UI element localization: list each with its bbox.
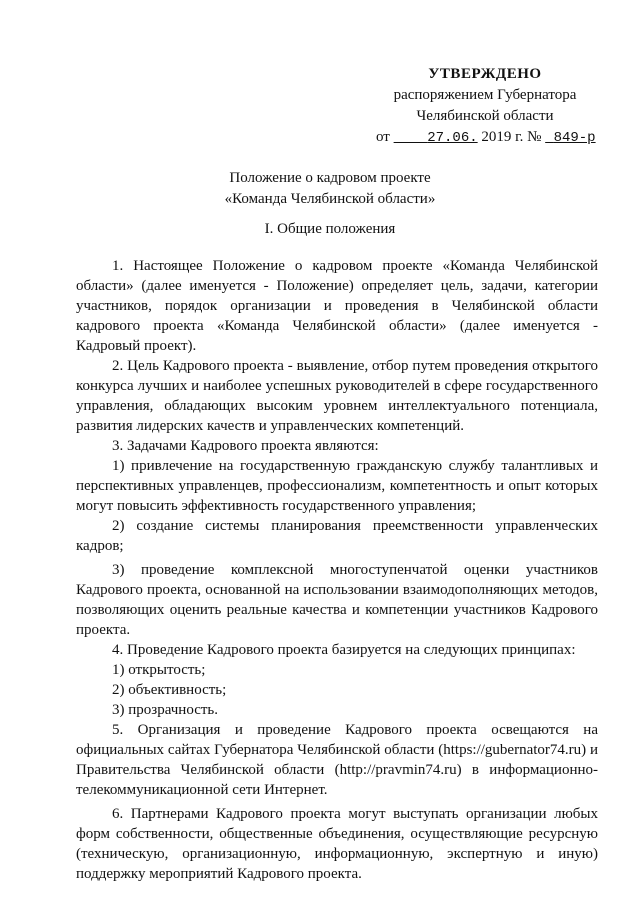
paragraph-1: 1. Настоящее Положение о кадровом проекте «Команда Челябинской области» (далее именуется - Положение) определяет цель, задачи, категории участников, порядок организации и проведения в Челябинской области кадрового проекта «Команда Челябинской области» (далее именуется - Кадровый проект).: [76, 258, 598, 354]
date-prefix: от: [376, 129, 390, 145]
paragraph-5: 5. Организация и проведение Кадрового проекта освещаются на официальных сайтах Губернатора Челябинской области (https://gubernator74.ru) и Правительства Челябинской области (http://pravmin74.ru) в информационно-телекоммуникационной сети Интернет.: [76, 722, 598, 798]
paragraph-6: 6. Партнерами Кадрового проекта могут выступать организации любых форм собственности, общественные объединения, осуществляющие ресурсную (техническую, организационную, информационную, экспертную и иную) поддержку мероприятий Кадрового проекта.: [76, 806, 598, 882]
list-item-4-3: 3) прозрачность.: [112, 702, 219, 718]
year-text: 2019 г. №: [481, 129, 542, 145]
list-item-4-1: 1) открытость;: [112, 662, 206, 678]
list-item-3-1: 1) привлечение на государственную гражданскую службу талантливых и перспективных управленцев, профессионализм, компетентность и опыт которых могут повысить эффективность государственного управления;: [76, 458, 598, 514]
title-line-1: Положение о кадровом проекте: [229, 170, 431, 186]
paragraph-3: 3. Задачами Кадрового проекта являются:: [112, 438, 379, 454]
order-number: 849-р: [553, 130, 596, 146]
date-value: 27.06.: [427, 130, 478, 146]
document-title: [100, 168, 560, 210]
paragraph-2: 2. Цель Кадрового проекта - выявление, отбор путем проведения открытого конкурса лучших и наиболее успешных руководителей в сфере государственного управления, обладающих высоким уровнем интеллектуального потенциала, развития лидерских качеств и управленческих компетенций.: [76, 358, 598, 434]
list-item-3-2: 2) создание системы планирования преемственности управленческих кадров;: [76, 518, 598, 554]
approval-line-1: распоряжением Губернатора: [393, 87, 577, 103]
approval-date-line: [360, 127, 610, 149]
paragraph-4: 4. Проведение Кадрового проекта базируется на следующих принципах:: [112, 642, 576, 658]
document-body: [76, 256, 598, 884]
list-item-4-2: 2) объективность;: [112, 682, 227, 698]
approval-block: [360, 64, 610, 149]
approval-line-2: Челябинской области: [416, 108, 554, 124]
list-item-3-3: 3) проведение комплексной многоступенчатой оценки участников Кадрового проекта, основанной на использовании взаимодополняющих методов, позволяющих оценить реальные качества и компетенции участников Кадрового проекта.: [76, 562, 598, 638]
approval-heading: УТВЕРЖДЕНО: [428, 66, 542, 82]
title-line-2: «Команда Челябинской области»: [224, 191, 436, 207]
section-heading: I. Общие положения: [264, 221, 396, 237]
